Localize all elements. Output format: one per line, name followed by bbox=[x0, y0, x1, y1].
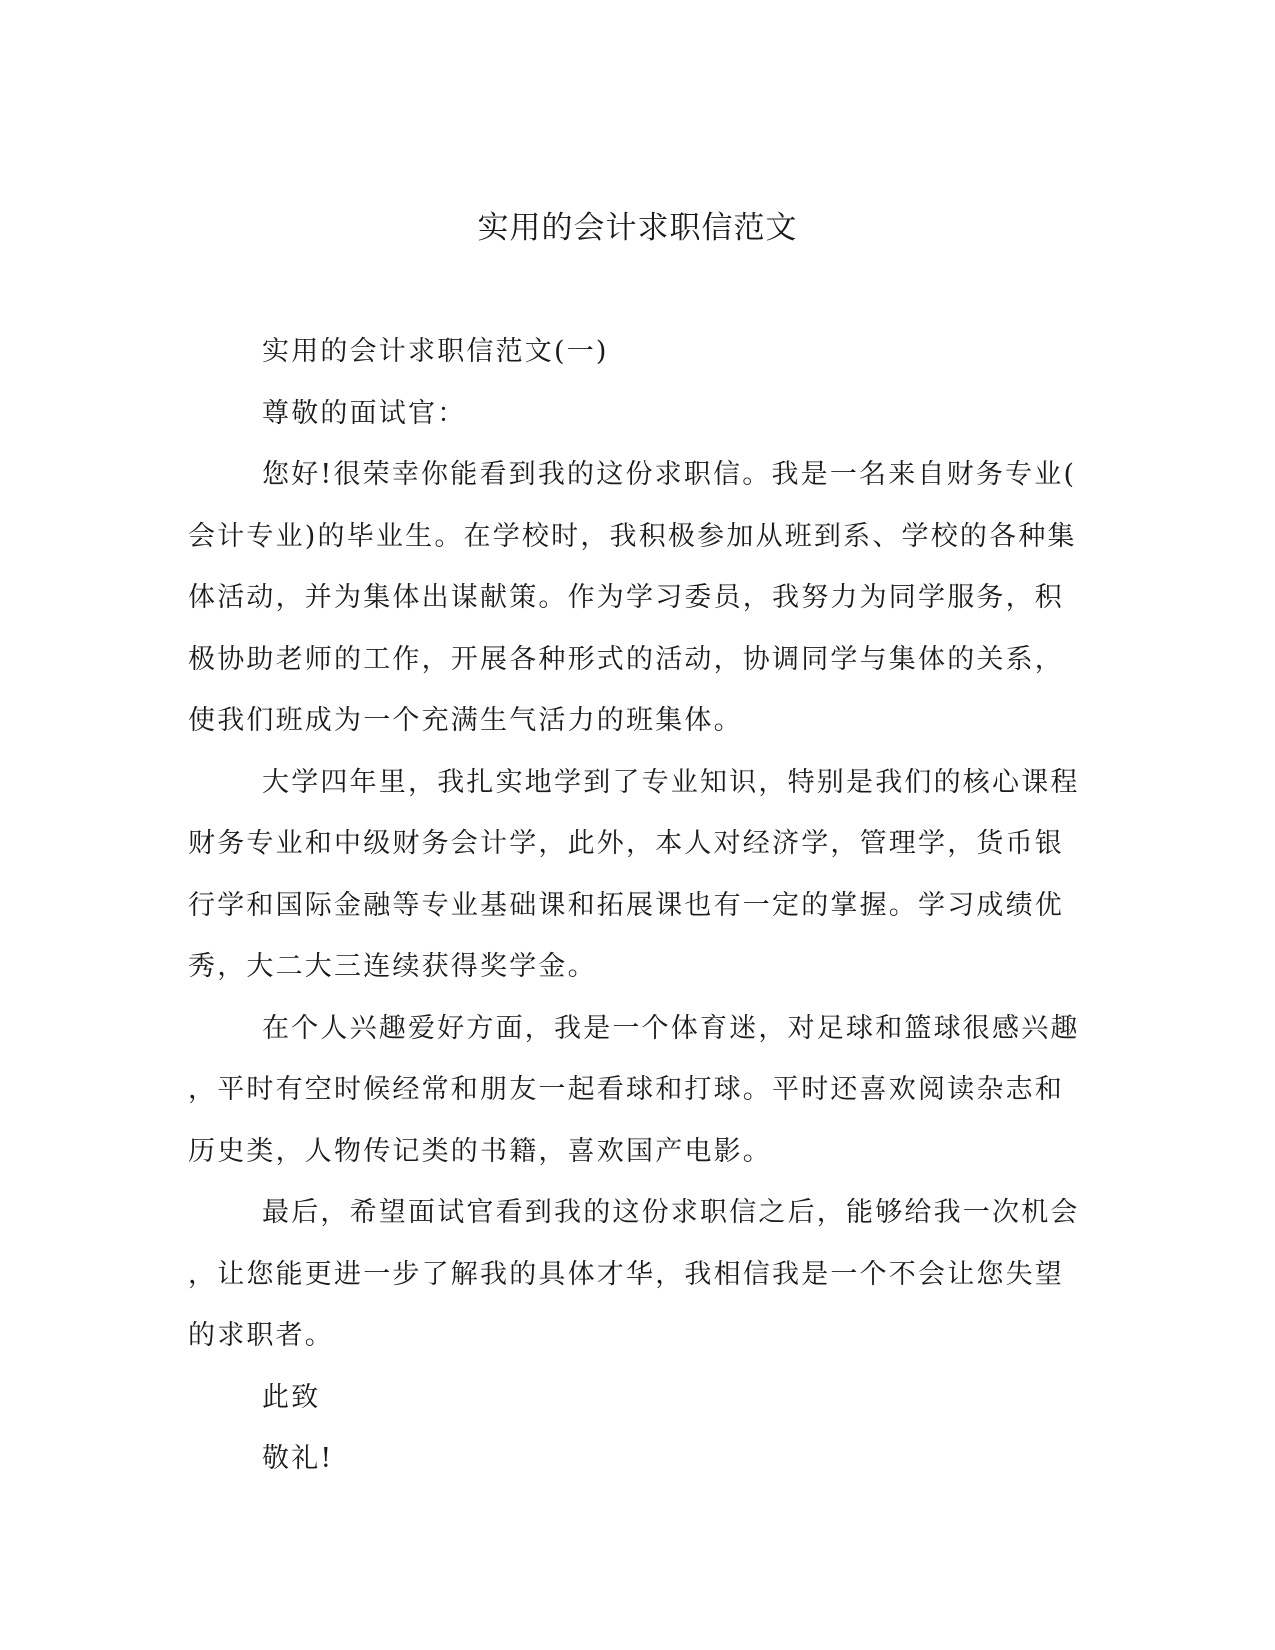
paragraph-line: 极协助老师的工作，开展各种形式的活动，协调同学与集体的关系， bbox=[188, 643, 1064, 675]
paragraph-line: 会计专业)的毕业生。在学校时，我积极参加从班到系、学校的各种集 bbox=[188, 520, 1077, 552]
paragraph-line: 使我们班成为一个充满生气活力的班集体。 bbox=[188, 705, 743, 736]
paragraph-line: 体活动，并为集体出谋献策。作为学习委员，我努力为同学服务，积 bbox=[188, 582, 1064, 613]
closing-line: 此致 bbox=[262, 1381, 321, 1413]
paragraph-line: 行学和国际金融等专业基础课和拓展课也有一定的掌握。学习成绩优 bbox=[188, 889, 1064, 921]
paragraph-line: 您好!很荣幸你能看到我的这份求职信。我是一名来自财务专业( bbox=[262, 459, 1077, 490]
document-body bbox=[188, 332, 1086, 1501]
paragraph-line: 大学四年里，我扎实地学到了专业知识，特别是我们的核心课程 bbox=[262, 766, 1080, 798]
paragraph-line: 的求职者。 bbox=[188, 1320, 334, 1351]
paragraph-line: ，平时有空时候经常和朋友一起看球和打球。平时还喜欢阅读杂志和 bbox=[188, 1074, 1064, 1105]
paragraph-line: 历史类，人物传记类的书籍，喜欢国产电影。 bbox=[188, 1135, 772, 1167]
subtitle-line: 实用的会计求职信范文(一) bbox=[262, 336, 609, 367]
paragraph-line: 最后，希望面试官看到我的这份求职信之后，能够给我一次机会 bbox=[262, 1197, 1080, 1228]
salutation-line: 尊敬的面试官： bbox=[262, 397, 467, 429]
paragraph-line: ，让您能更进一步了解我的具体才华，我相信我是一个不会让您失望 bbox=[188, 1258, 1064, 1290]
paragraph-line: 财务专业和中级财务会计学，此外，本人对经济学，管理学，货币银 bbox=[188, 828, 1064, 859]
paragraph-line: 秀，大二大三连续获得奖学金。 bbox=[188, 951, 597, 982]
closing-line: 敬礼! bbox=[262, 1443, 334, 1474]
document-title: 实用的会计求职信范文 bbox=[477, 210, 798, 246]
paragraph-line: 在个人兴趣爱好方面，我是一个体育迷，对足球和篮球很感兴趣 bbox=[262, 1012, 1080, 1044]
